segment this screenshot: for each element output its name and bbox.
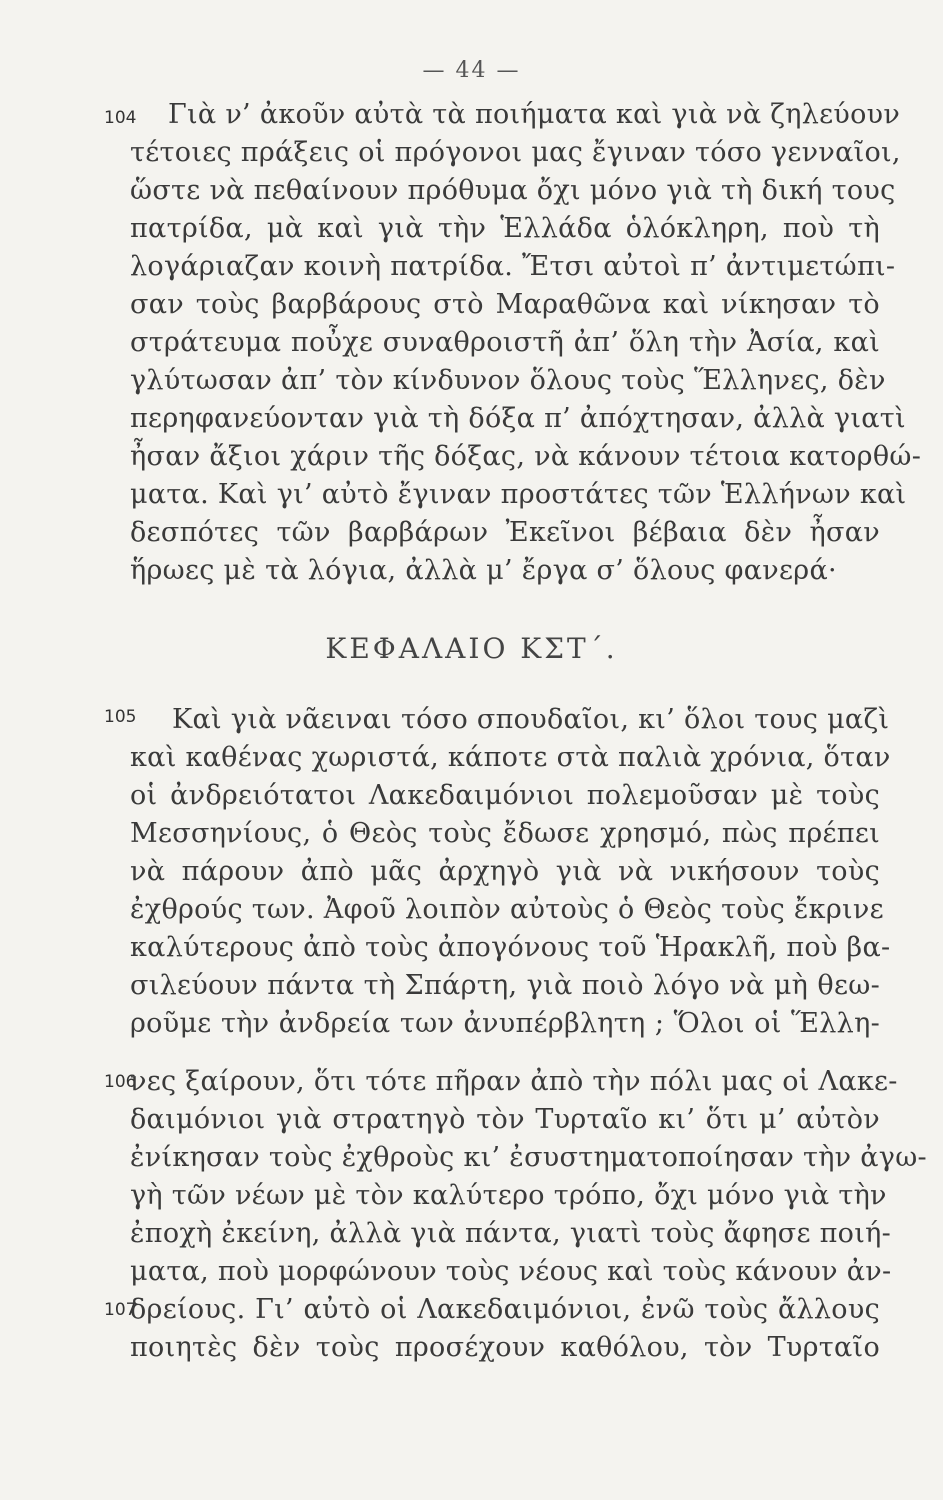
text-line: γὴ τῶν νέων μὲ τὸν καλύτερο τρόπο, ὄχι μόνο γιὰ τὴν <box>130 1180 887 1211</box>
text-line: ἥρωες μὲ τὰ λόγια, ἀλλὰ μ’ ἔργα σ’ ὅλους φανερά· <box>130 555 837 586</box>
text-line: δρείους. Γι’ αὐτὸ οἱ Λακεδαιμόνιοι, ἐνῶ τοὺς ἄλλους <box>130 1294 880 1325</box>
text-line: τέτοιες πράξεις οἱ πρόγονοι μας ἔγιναν τόσο γενναῖοι, <box>130 137 901 168</box>
text-line: σιλεύουν πάντα τὴ Σπάρτη, γιὰ ποιὸ λόγο νὰ μὴ θεω- <box>130 970 880 1001</box>
text-line: ματα. Καὶ γι’ αὐτὸ ἔγιναν προστάτες τῶν Ἑλλήνων καὶ <box>130 479 907 510</box>
section-marker-105: 105 <box>104 707 137 727</box>
text-line: καλύτερους ἀπὸ τοὺς ἀπογόνους τοῦ Ἡρακλῆ, ποὺ βα- <box>130 932 891 963</box>
page-number: — 44 — <box>422 58 521 83</box>
section-marker-107: 107 <box>104 1300 137 1320</box>
text-line: νὰ πάρουν ἀπὸ μᾶς ἀρχηγὸ γιὰ νὰ νικήσουν τοὺς <box>130 856 880 887</box>
text-line: ἦσαν ἄξιοι χάριν τῆς δόξας, νὰ κάνουν τέτοια κατορθώ- <box>130 441 922 472</box>
text-line: λογάριαζαν κοινὴ πατρίδα. Ἔτσι αὐτοὶ π’ ἀντιμετώπι- <box>130 251 896 282</box>
text-line: Καὶ γιὰ νᾶειναι τόσο σπουδαῖοι, κι’ ὅλοι τους μαζὶ <box>172 704 890 735</box>
text-line: ὥστε νὰ πεθαίνουν πρόθυμα ὄχι μόνο γιὰ τὴ δική τους <box>130 175 896 206</box>
text-line: δεσπότες τῶν βαρβάρων Ἐκεῖνοι βέβαια δὲν ἦσαν <box>130 517 880 548</box>
chapter-heading: ΚΕΦΑΛΑΙΟ ΚΣΤ΄. <box>325 632 618 665</box>
text-line: Γιὰ ν’ ἀκοῦν αὐτὰ τὰ ποιήματα καὶ γιὰ νὰ ζηλεύουν <box>168 99 901 130</box>
section-marker-106: 106 <box>104 1072 137 1092</box>
text-line: Μεσσηνίους, ὁ Θεὸς τοὺς ἔδωσε χρησμό, πὼς πρέπει <box>130 818 880 849</box>
text-line: γλύτωσαν ἀπ’ τὸν κίνδυνον ὅλους τοὺς Ἕλληνες, δὲν <box>130 365 886 396</box>
text-line: ἐποχὴ ἐκείνη, ἀλλὰ γιὰ πάντα, γιατὶ τοὺς ἄφησε ποιή- <box>130 1218 892 1249</box>
text-line: στράτευμα ποὖχε συναθροιστῆ ἀπ’ ὅλη τὴν Ἀσία, καὶ <box>130 327 880 358</box>
text-line: καὶ καθένας χωριστά, κάποτε στὰ παλιὰ χρόνια, ὅταν <box>130 742 891 773</box>
text-line: ἐνίκησαν τοὺς ἐχθροὺς κι’ ἐσυστηματοποίησαν τὴν ἀγω- <box>130 1142 927 1173</box>
text-line: ἐχθρούς των. Ἀφοῦ λοιπὸν αὐτοὺς ὁ Θεὸς τοὺς ἔκρινε <box>130 894 884 925</box>
text-line: πατρίδα, μὰ καὶ γιὰ τὴν Ἑλλάδα ὁλόκληρη, ποὺ τὴ <box>130 213 880 244</box>
text-line: δαιμόνιοι γιὰ στρατηγὸ τὸν Τυρταῖο κι’ ὅτι μ’ αὐτὸν <box>130 1104 880 1135</box>
text-line: νες ξαίρουν, ὅτι τότε πῆραν ἀπὸ τὴν πόλι μας οἱ Λακε- <box>130 1066 898 1097</box>
section-marker-104: 104 <box>104 108 137 128</box>
text-line: ματα, ποὺ μορφώνουν τοὺς νέους καὶ τοὺς κάνουν ἀν- <box>130 1256 892 1287</box>
text-line: σαν τοὺς βαρβάρους στὸ Μαραθῶνα καὶ νίκησαν τὸ <box>130 289 880 320</box>
text-line: ροῦμε τὴν ἀνδρεία των ἀνυπέρβλητη ; Ὅλοι οἱ Ἕλλη- <box>130 1008 880 1039</box>
text-line: περηφανεύονταν γιὰ τὴ δόξα π’ ἀπόχτησαν, ἀλλὰ γιατὶ <box>130 403 906 434</box>
text-line: ποιητὲς δὲν τοὺς προσέχουν καθόλου, τὸν Τυρταῖο <box>130 1332 880 1363</box>
text-line: οἱ ἀνδρειότατοι Λακεδαιμόνιοι πολεμοῦσαν μὲ τοὺς <box>130 780 880 811</box>
